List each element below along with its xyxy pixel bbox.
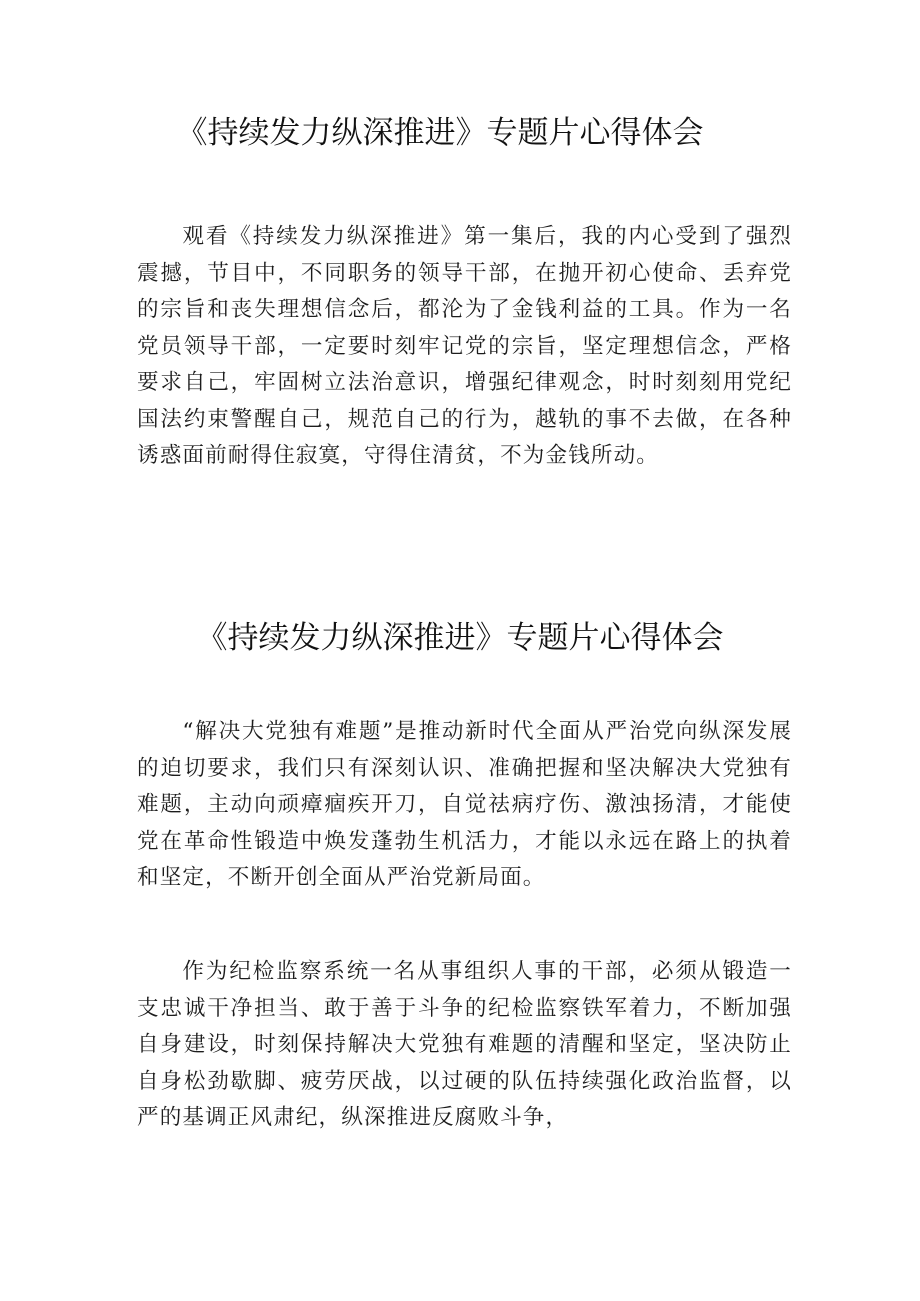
section-2-title: 《持续发力纵深推进》专题片心得体会: [196, 620, 724, 656]
section-1-paragraph: 观看《持续发力纵深推进》第一集后，我的内心受到了强烈震撼，节目中，不同职务的领导干部，在抛开初心使命、丢弃党的宗旨和丧失理想信念后，都沦为了金钱利益的工具。作为一名党员领导干部，一定要时刻牢记党的宗旨，坚定理想信念，严格要求自己，牢固树立法治意识，增强纪律观念，时时刻刻用党纪国法约束警醒自己，规范自己的行为，越轨的事不去做，在各种诱惑面前耐得住寂寞，守得住清贫，不为金钱所动。: [137, 224, 792, 468]
section-2-paragraph-1: “解决大党独有难题”是推动新时代全面从严治党向纵深发展的迫切要求，我们只有深刻认识、准确把握和坚决解决大党独有难题，主动向顽瘴痼疾开刀，自觉祛病疗伤、激浊扬清，才能使党在革命性锻造中焕发蓬勃生机活力，才能以永远在路上的执着和坚定，不断开创全面从严治党新局面。: [137, 719, 792, 890]
section-2-paragraph-2: 作为纪检监察系统一名从事组织人事的干部，必须从锻造一支忠诚干净担当、敢于善于斗争的纪检监察铁军着力，不断加强自身建设，时刻保持解决大党独有难题的清醒和坚定，坚决防止自身松劲歇脚、疲劳厌战，以过硬的队伍持续强化政治监督，以严的基调正风肃纪，纵深推进反腐败斗争，: [137, 959, 792, 1130]
section-1-title: 《持续发力纵深推进》专题片心得体会: [176, 115, 704, 151]
